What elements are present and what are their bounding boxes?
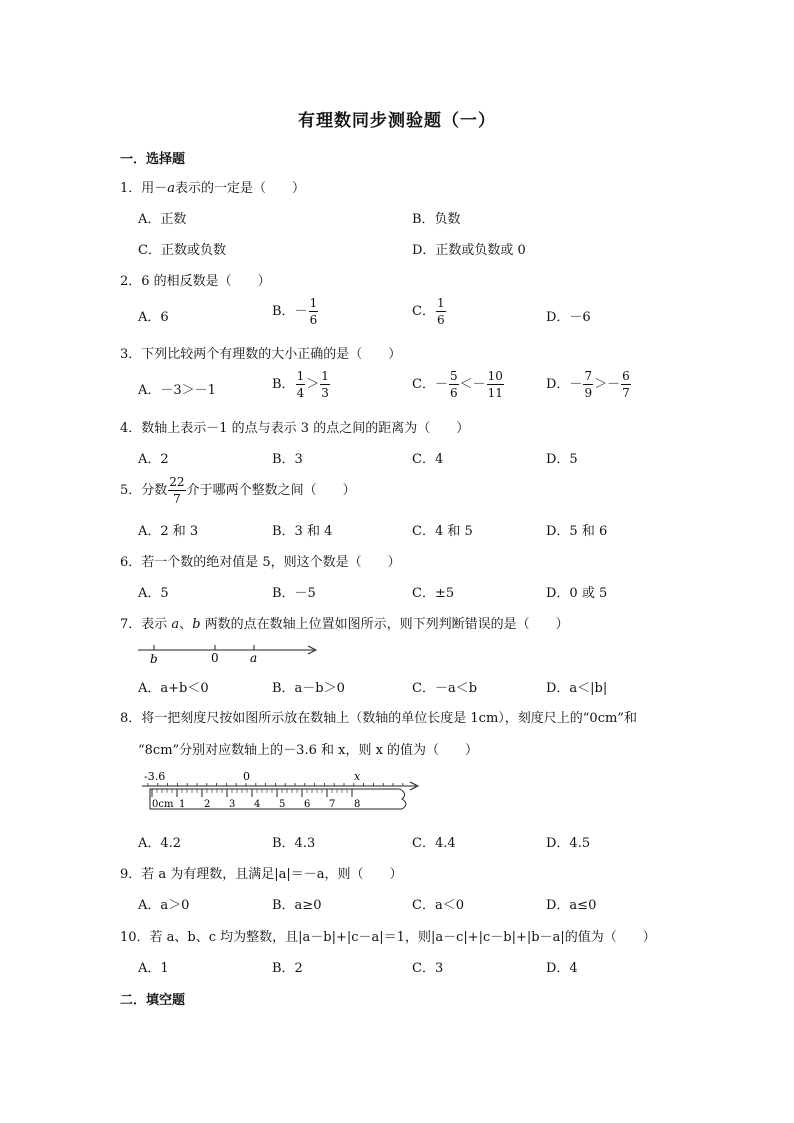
q4-option-c[interactable]: C．4 — [412, 452, 444, 467]
question-7: 7．表示 a、b 两数的点在数轴上位置如图所示，则下列判断错误的是（ ） — [120, 617, 569, 632]
question-9: 9．若 a 为有理数，且满足|a|＝－a，则（ ） — [120, 867, 403, 882]
question-6: 6．若一个数的绝对值是 5，则这个数是（ ） — [120, 555, 401, 570]
q9-option-a[interactable]: A．a＞0 — [138, 898, 190, 913]
ruler-body — [150, 789, 406, 809]
q9-option-d[interactable]: D．a≤0 — [546, 898, 597, 913]
ruler-tick-label: 8 — [354, 799, 361, 810]
q6-option-c[interactable]: C．±5 — [412, 586, 455, 601]
fraction: $\frac{5}{6}$ — [449, 369, 458, 400]
fraction: $\frac{1}{6}$ — [309, 296, 318, 327]
ruler-tick-label: 6 — [304, 799, 311, 810]
q6-option-b[interactable]: B．－5 — [272, 586, 316, 601]
q10-option-c[interactable]: C．3 — [412, 961, 444, 976]
ruler-tick-label: 0cm — [152, 799, 174, 810]
axis-label-b: b — [150, 652, 158, 666]
q10-option-a[interactable]: A．1 — [138, 961, 169, 976]
section-choice-heading: 一．选择题 — [120, 152, 186, 167]
q6-option-d[interactable]: D．0 或 5 — [546, 586, 608, 601]
q5-option-c[interactable]: C．4 和 5 — [412, 524, 473, 539]
fraction: $\frac{1}{6}$ — [436, 296, 445, 327]
ruler-tick-label: 4 — [254, 799, 261, 810]
q5-option-d[interactable]: D．5 和 6 — [546, 524, 608, 539]
q1-option-c[interactable]: C．正数或负数 — [138, 243, 226, 258]
q8-option-b[interactable]: B．4.3 — [272, 836, 316, 851]
q8-option-c[interactable]: C．4.4 — [412, 836, 456, 851]
q7-option-c[interactable]: C．－a＜b — [412, 681, 478, 696]
number-line-figure — [134, 638, 324, 666]
q5-option-a[interactable]: A．2 和 3 — [138, 524, 199, 539]
fraction: $\frac{7}{9}$ — [584, 369, 593, 400]
q2-option-a[interactable]: A．6 — [138, 310, 169, 325]
question-8-line-1: 8．将一把刻度尺按如图所示放在数轴上（数轴的单位长度是 1cm），刻度尺上的“0cm”和 — [120, 711, 637, 726]
q2-option-d[interactable]: D．－6 — [546, 310, 591, 325]
ruler-label-0: 0 — [243, 770, 250, 783]
question-2: 2．6 的相反数是（ ） — [120, 274, 271, 289]
q3-option-b[interactable]: B． $\frac{1}{4}$ ＞ $\frac{1}{3}$ — [272, 369, 329, 400]
ruler-tick-label: 2 — [204, 799, 211, 810]
q1-option-b[interactable]: B．负数 — [412, 212, 461, 227]
ruler-label-neg3-6: -3.6 — [144, 770, 166, 783]
q7-option-d[interactable]: D．a＜|b| — [546, 681, 608, 696]
axis-label-0: 0 — [211, 651, 219, 665]
question-1: 1．用－a表示的一定是（ ） — [120, 181, 306, 196]
q4-option-a[interactable]: A．2 — [138, 452, 169, 467]
q10-option-d[interactable]: D．4 — [546, 961, 578, 976]
q8-option-a[interactable]: A．4.2 — [138, 836, 182, 851]
fraction: $\frac{1}{4}$ — [296, 369, 305, 400]
q9-option-b[interactable]: B．a≥0 — [272, 898, 322, 913]
question-8-line-2: “8cm”分别对应数轴上的－3.6 和 x，则 x 的值为（ ） — [138, 743, 479, 758]
question-5: 5．分数 $\frac{22}{7}$ 介于哪两个整数之间（ ） — [120, 475, 356, 506]
ruler-label-x: x — [354, 770, 361, 783]
fraction: $\frac{22}{7}$ — [169, 475, 185, 506]
q1-option-a[interactable]: A．正数 — [138, 212, 187, 227]
question-3: 3．下列比较两个有理数的大小正确的是（ ） — [120, 347, 402, 362]
section-fill-heading: 二．填空题 — [120, 993, 186, 1008]
q2-option-b[interactable]: B．－ $\frac{1}{6}$ — [272, 296, 318, 327]
q1-option-d[interactable]: D．正数或负数或 0 — [412, 243, 526, 258]
q5-option-b[interactable]: B．3 和 4 — [272, 524, 333, 539]
ruler-tick-label: 1 — [179, 799, 186, 810]
ruler-figure — [138, 768, 428, 820]
ruler-tick-label: 7 — [329, 799, 336, 810]
q7-option-a[interactable]: A．a+b＜0 — [138, 681, 209, 696]
axis-label-a: a — [250, 651, 258, 665]
fraction: $\frac{10}{11}$ — [487, 369, 503, 400]
q10-option-b[interactable]: B．2 — [272, 961, 303, 976]
q4-option-d[interactable]: D．5 — [546, 452, 578, 467]
ruler-tick-label: 3 — [229, 799, 236, 810]
q9-option-c[interactable]: C．a＜0 — [412, 898, 464, 913]
q6-option-a[interactable]: A．5 — [138, 586, 169, 601]
fraction: $\frac{6}{7}$ — [622, 369, 630, 400]
fraction: $\frac{1}{3}$ — [321, 369, 329, 400]
q3-option-d[interactable]: D．－ $\frac{7}{9}$ ＞－ $\frac{6}{7}$ — [546, 369, 630, 400]
q4-option-b[interactable]: B．3 — [272, 452, 303, 467]
ruler-tick-label: 5 — [279, 799, 286, 810]
q2-option-c[interactable]: C． $\frac{1}{6}$ — [412, 296, 445, 327]
page-title: 有理数同步测验题（一） — [298, 111, 496, 131]
q7-option-b[interactable]: B．a－b＞0 — [272, 681, 345, 696]
question-4: 4．数轴上表示－1 的点与表示 3 的点之间的距离为（ ） — [120, 421, 470, 436]
q3-option-a[interactable]: A．－3＞－1 — [138, 383, 216, 398]
question-10: 10．若 a、b、c 均为整数，且|a－b|+|c－a|＝1，则|a－c|+|c－b|+|b－a|的值为（ ） — [120, 930, 656, 945]
q8-option-d[interactable]: D．4.5 — [546, 836, 591, 851]
q3-option-c[interactable]: C．－ $\frac{5}{6}$ ＜－ $\frac{10}{11}$ — [412, 369, 503, 400]
